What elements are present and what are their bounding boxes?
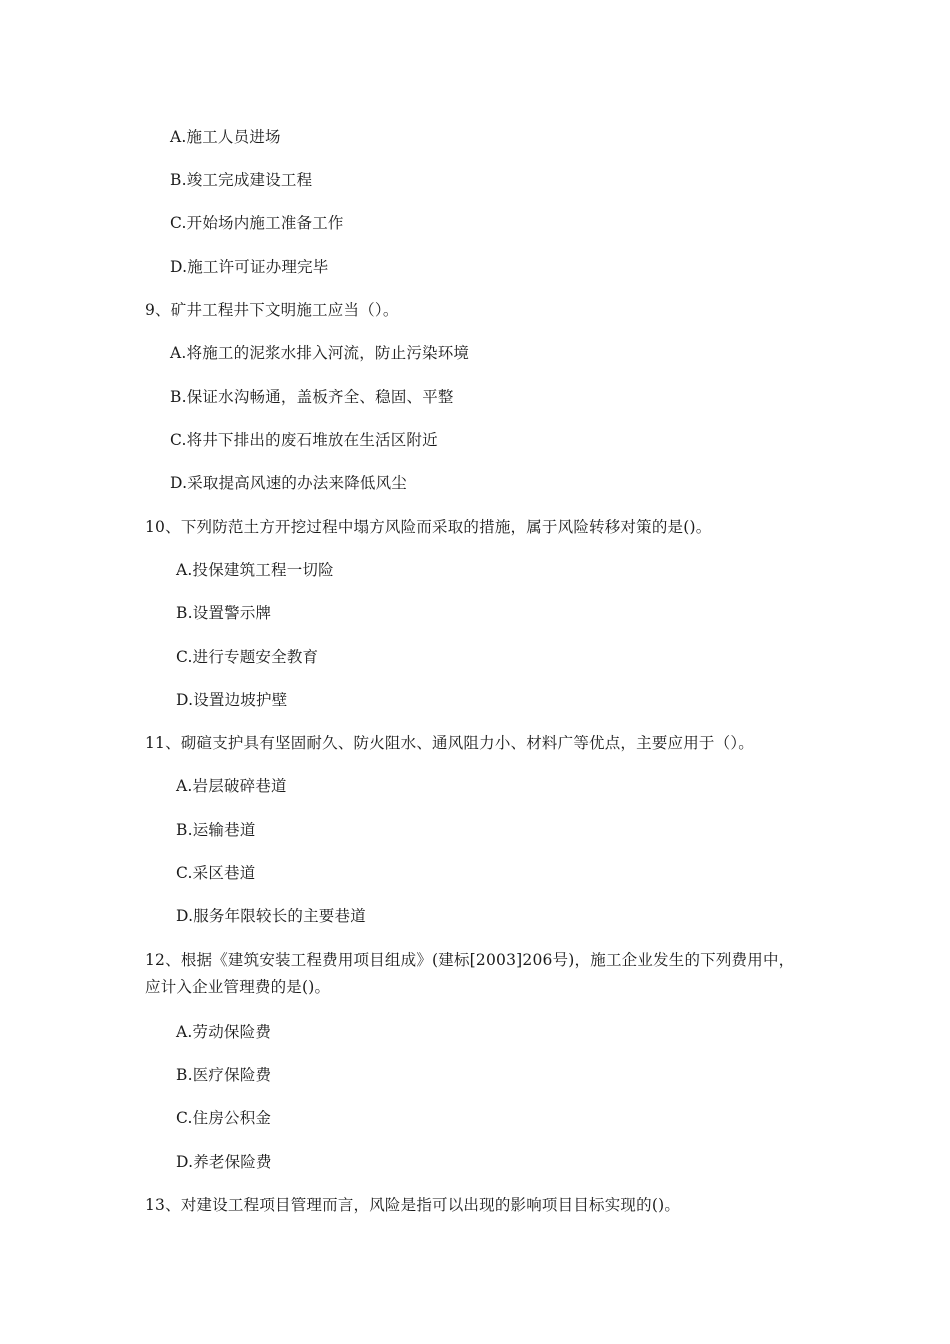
q10-option-b: B.设置警示牌: [176, 604, 272, 622]
q10-option-c: C.进行专题安全教育: [176, 648, 319, 666]
q9-option-d: D.采取提高风速的办法来降低风尘: [170, 474, 408, 492]
q12-option-a: A.劳动保险费: [176, 1023, 272, 1041]
q10-option-d: D.设置边坡护壁: [176, 691, 288, 709]
q12-stem-line-2: 应计入企业管理费的是()。: [145, 978, 331, 996]
q8-option-a: A.施工人员进场: [170, 128, 281, 146]
q11-option-d: D.服务年限较长的主要巷道: [176, 907, 366, 925]
q10-stem: 10、下列防范土方开挖过程中塌方风险而采取的措施，属于风险转移对策的是()。: [145, 518, 712, 536]
q9-option-b: B.保证水沟畅通，盖板齐全、稳固、平整: [170, 388, 454, 406]
q11-option-c: C.采区巷道: [176, 864, 256, 882]
q12-option-d: D.养老保险费: [176, 1153, 272, 1171]
q10-option-a: A.投保建筑工程一切险: [176, 561, 334, 579]
q9-option-c: C.将井下排出的废石堆放在生活区附近: [170, 431, 438, 449]
q11-option-a: A.岩层破碎巷道: [176, 777, 287, 795]
q12-option-b: B.医疗保险费: [176, 1066, 272, 1084]
q8-option-c: C.开始场内施工准备工作: [170, 214, 344, 232]
q11-option-b: B.运输巷道: [176, 821, 256, 839]
q8-option-b: B.竣工完成建设工程: [170, 171, 313, 189]
q11-stem: 11、砌碹支护具有坚固耐久、防火阻水、通风阻力小、材料广等优点，主要应用于（）。: [145, 734, 754, 752]
q12-option-c: C.住房公积金: [176, 1109, 272, 1127]
q9-option-a: A.将施工的泥浆水排入河流，防止污染环境: [170, 344, 470, 362]
q13-stem: 13、对建设工程项目管理而言，风险是指可以出现的影响项目目标实现的()。: [145, 1196, 681, 1214]
q8-option-d: D.施工许可证办理完毕: [170, 258, 329, 276]
q9-stem: 9、矿井工程井下文明施工应当（）。: [145, 301, 399, 319]
q12-stem-line-1: 12、根据《建筑安装工程费用项目组成》(建标[2003]206号)，施工企业发生的下列费用中，: [145, 951, 795, 969]
